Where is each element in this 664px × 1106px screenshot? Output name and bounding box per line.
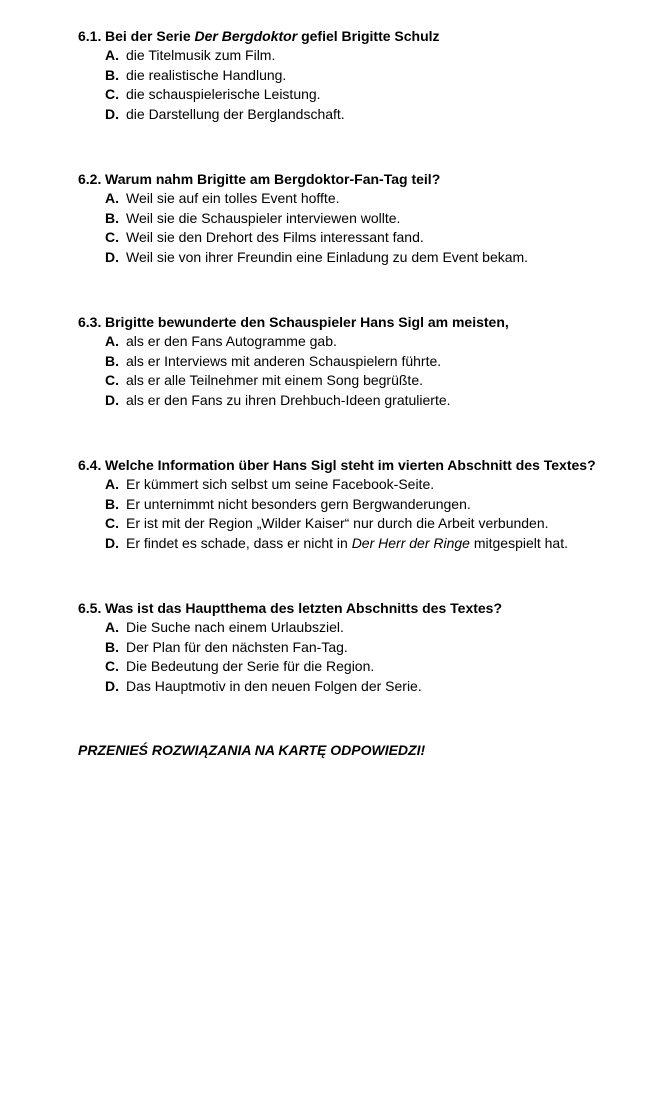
answer-option-b bbox=[105, 495, 648, 515]
option-letter: C. bbox=[105, 515, 119, 531]
answer-option-d bbox=[105, 248, 648, 268]
answer-option-a bbox=[105, 332, 648, 352]
option-text: Weil sie den Drehort des Films interessant fand. bbox=[126, 229, 424, 245]
option-text: Er unternimmt nicht besonders gern Bergwanderungen. bbox=[126, 495, 471, 512]
answer-option-c bbox=[105, 228, 648, 248]
option-text: Er ist mit der Region „Wilder Kaiser“ nur durch die Arbeit verbunden. bbox=[126, 515, 549, 531]
answer-sheet-instruction: PRZENIEŚ ROZWIĄZANIA NA KARTĘ ODPOWIEDZI! bbox=[78, 742, 426, 758]
option-letter: B. bbox=[105, 209, 119, 226]
answer-option-a bbox=[105, 618, 648, 638]
question-stem bbox=[78, 170, 648, 189]
option-letter: A. bbox=[105, 333, 119, 349]
option-letter: A. bbox=[105, 190, 119, 206]
option-text-end: mitgespielt hat. bbox=[469, 534, 569, 551]
question-number: 6.5. bbox=[78, 600, 102, 616]
answer-option-a bbox=[105, 46, 648, 66]
option-text: Der Plan für den nächsten Fan-Tag. bbox=[126, 638, 348, 655]
option-letter: D. bbox=[105, 391, 119, 408]
question-6-4 bbox=[78, 456, 648, 553]
stem-text: Bei der Serie bbox=[105, 28, 195, 44]
option-letter: D. bbox=[105, 248, 119, 265]
stem-text: Brigitte bewunderte den Schauspieler Hans Sigl am meisten, bbox=[105, 314, 509, 330]
option-text: Die Suche nach einem Urlaubsziel. bbox=[126, 619, 344, 635]
option-letter: D. bbox=[105, 105, 119, 122]
answer-option-c bbox=[105, 657, 648, 677]
option-letter: C. bbox=[105, 86, 119, 102]
stem-text: Was ist das Hauptthema des letzten Abschnitts des Textes? bbox=[105, 600, 503, 616]
option-text: Das Hauptmotiv in den neuen Folgen der Serie. bbox=[126, 677, 422, 694]
option-text: Weil sie die Schauspieler interviewen wollte. bbox=[126, 209, 401, 226]
option-text: als er alle Teilnehmer mit einem Song begrüßte. bbox=[126, 372, 424, 388]
answer-option-d bbox=[105, 677, 648, 697]
stem-text-end: gefiel Brigitte Schulz bbox=[297, 28, 440, 44]
question-number: 6.4. bbox=[78, 457, 102, 473]
answer-option-c bbox=[105, 514, 648, 534]
option-letter: C. bbox=[105, 372, 119, 388]
option-letter: A. bbox=[105, 619, 119, 635]
option-text: als er den Fans zu ihren Drehbuch-Ideen gratulierte. bbox=[126, 391, 451, 408]
question-stem bbox=[78, 313, 648, 332]
answer-option-a bbox=[105, 475, 648, 495]
answer-option-d bbox=[105, 534, 648, 554]
question-stem bbox=[78, 27, 648, 46]
option-text: Er kümmert sich selbst um seine Facebook-Seite. bbox=[126, 476, 435, 492]
option-text: die Titelmusik zum Film. bbox=[126, 47, 276, 63]
option-letter: A. bbox=[105, 476, 119, 492]
answer-option-c bbox=[105, 85, 648, 105]
answer-option-b bbox=[105, 352, 648, 372]
option-letter: C. bbox=[105, 229, 119, 245]
question-number: 6.3. bbox=[78, 314, 102, 330]
option-letter: B. bbox=[105, 638, 119, 655]
answer-option-a bbox=[105, 189, 648, 209]
option-text: die realistische Handlung. bbox=[126, 66, 287, 83]
stem-text: Warum nahm Brigitte am Bergdoktor-Fan-Tag teil? bbox=[105, 171, 441, 187]
question-6-2 bbox=[78, 170, 648, 267]
question-6-3 bbox=[78, 313, 648, 410]
option-letter: A. bbox=[105, 47, 119, 63]
option-text: Die Bedeutung der Serie für die Region. bbox=[126, 658, 375, 674]
answer-option-b bbox=[105, 66, 648, 86]
option-letter: B. bbox=[105, 495, 119, 512]
answer-option-d bbox=[105, 391, 648, 411]
question-stem bbox=[78, 456, 648, 475]
answer-option-b bbox=[105, 209, 648, 229]
stem-text: Welche Information über Hans Sigl steht im vierten Abschnitt des Textes? bbox=[105, 457, 596, 473]
option-letter: C. bbox=[105, 658, 119, 674]
answer-option-c bbox=[105, 371, 648, 391]
question-number: 6.1. bbox=[78, 28, 102, 44]
question-stem bbox=[78, 599, 648, 618]
option-text: als er Interviews mit anderen Schauspielern führte. bbox=[126, 352, 442, 369]
question-6-1 bbox=[78, 27, 648, 124]
option-text: als er den Fans Autogramme gab. bbox=[126, 333, 337, 349]
option-text: Er findet es schade, dass er nicht in bbox=[126, 534, 352, 551]
option-text: Weil sie auf ein tolles Event hoffte. bbox=[126, 190, 340, 206]
option-text: die Darstellung der Berglandschaft. bbox=[126, 105, 345, 122]
option-letter: D. bbox=[105, 677, 119, 694]
option-text: Weil sie von ihrer Freundin eine Einladung zu dem Event bekam. bbox=[126, 248, 529, 265]
answer-option-d bbox=[105, 105, 648, 125]
question-number: 6.2. bbox=[78, 171, 102, 187]
option-letter: B. bbox=[105, 66, 119, 83]
question-6-5 bbox=[78, 599, 648, 696]
option-text: die schauspielerische Leistung. bbox=[126, 86, 321, 102]
option-title-italic: Der Herr der Ringe bbox=[351, 534, 470, 551]
option-letter: D. bbox=[105, 534, 119, 551]
option-letter: B. bbox=[105, 352, 119, 369]
stem-title-italic: Der Bergdoktor bbox=[194, 28, 298, 44]
answer-option-b bbox=[105, 638, 648, 658]
